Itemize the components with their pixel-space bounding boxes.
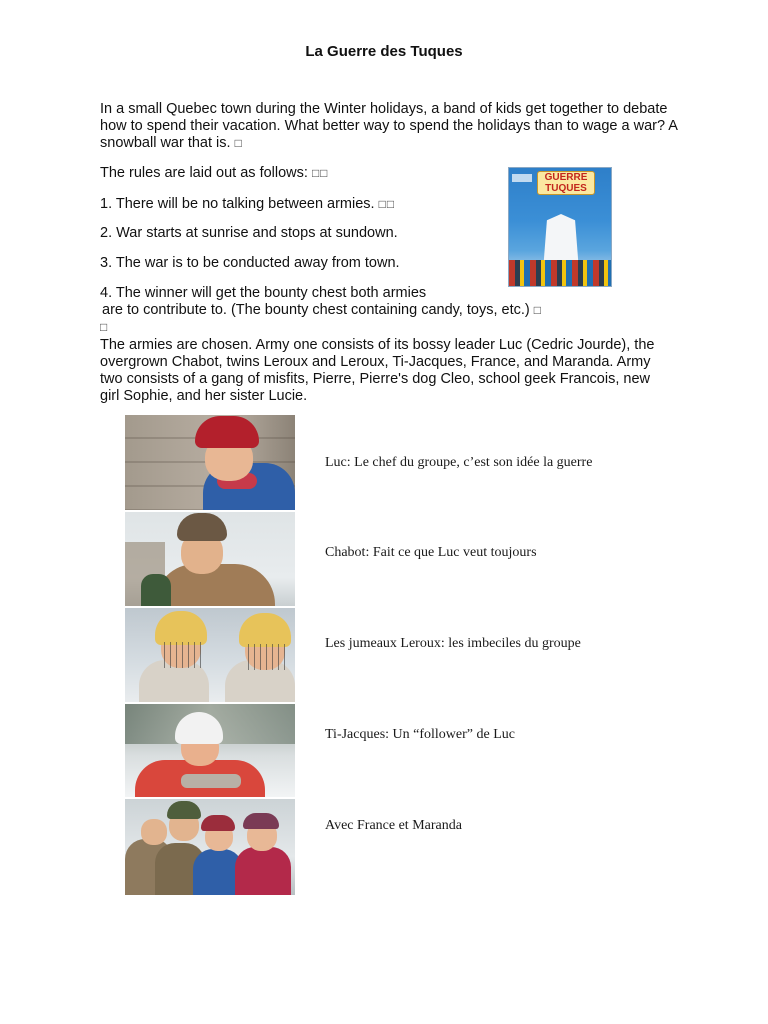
intro-paragraph: [100, 101, 680, 152]
missing-glyph: □□: [311, 166, 329, 180]
rule-4-text: 4. The winner will get the bounty chest both armies: [100, 285, 427, 301]
poster-title-line1: GUERRE: [544, 172, 588, 183]
rule-2-text: 2. War starts at sunrise and stops at sundown.: [100, 225, 398, 241]
photo-chabot: [125, 512, 295, 606]
snow-fort-illustration: [539, 214, 583, 266]
photo-france-maranda: [125, 799, 295, 895]
caption-chabot: Chabot: Fait ce que Luc veut toujours: [325, 545, 537, 560]
poster-title-line2: TUQUES: [545, 183, 587, 194]
missing-glyph: □□: [378, 197, 396, 211]
caption-france-maranda: Avec France et Maranda: [325, 818, 462, 833]
intro-text: In a small Quebec town during the Winter holidays, a band of kids get together to debate how to spend their vacation. What better way to spend the holidays than to wage a war? A snowball war that is.: [100, 101, 678, 151]
rule-3-text: 3. The war is to be conducted away from town.: [100, 255, 400, 271]
rules-intro-text: The rules are laid out as follows:: [100, 165, 308, 181]
caption-luc: Luc: Le chef du groupe, c’est son idée la guerre: [325, 455, 593, 470]
rule-4-cont-text: are to contribute to. (The bounty chest containing candy, toys, etc.): [102, 302, 530, 318]
photo-luc: [125, 415, 295, 510]
photo-ti-jacques: [125, 704, 295, 797]
caption-leroux-twins: Les jumeaux Leroux: les imbeciles du groupe: [325, 636, 581, 651]
poster-tag: [512, 174, 532, 182]
caption-ti-jacques: Ti-Jacques: Un “follower” de Luc: [325, 727, 515, 742]
movie-poster-image: [508, 167, 612, 287]
missing-glyph: □: [100, 320, 109, 334]
page-title: La Guerre des Tuques: [305, 43, 463, 60]
rule-4-continuation: [102, 302, 682, 319]
kids-crowd-illustration: [509, 260, 611, 286]
missing-glyph-line: [100, 319, 680, 336]
poster-title: [537, 171, 595, 195]
missing-glyph: □: [234, 136, 243, 150]
armies-paragraph: The armies are chosen. Army one consists of its bossy leader Luc (Cedric Jourde), the overgrown Chabot, twins Leroux and Leroux, Ti-Jacques, France, and Maranda. Army two consists of a gang of misfits, Pierre, Pierre's dog Cleo, school geek Francois, new girl Sophie, and her sister Lucie.: [100, 337, 655, 404]
photo-leroux-twins: [125, 608, 295, 702]
rule-item: [100, 285, 680, 302]
missing-glyph: □: [533, 303, 542, 317]
rule-1-text: 1. There will be no talking between armies.: [100, 196, 375, 212]
